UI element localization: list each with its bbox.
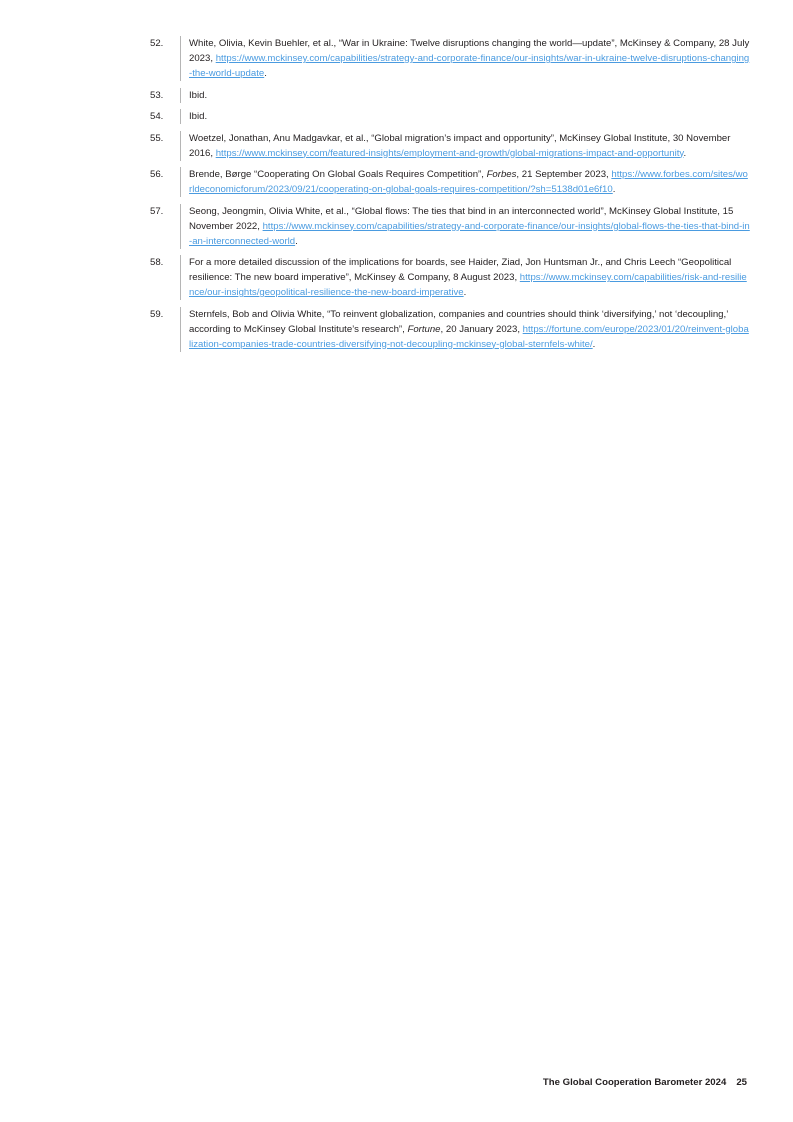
- endnote-citation: White, Olivia, Kevin Buehler, et al., “War in Ukraine: Twelve disruptions changing the world—update”, McKinsey & Company, 28 July 2023,: [189, 38, 750, 64]
- endnote-58: [150, 255, 750, 300]
- endnote-56: [150, 167, 750, 197]
- endnotes-list: [150, 36, 750, 358]
- endnote-number: 57.: [150, 205, 164, 217]
- endnote-divider: [180, 204, 181, 249]
- endnote-punct: .: [612, 184, 616, 195]
- endnote-52: [150, 36, 750, 81]
- endnote-citation: Brende, Børge “Cooperating On Global Goals Requires Competition”,: [189, 169, 487, 180]
- endnote-number: 55.: [150, 132, 164, 144]
- endnote-text: Ibid.: [189, 89, 208, 101]
- endnote-text: [189, 167, 750, 197]
- endnote-text: [189, 131, 750, 161]
- endnote-punct: .: [463, 287, 467, 298]
- endnote-number: 59.: [150, 308, 164, 320]
- endnote-number: 56.: [150, 169, 164, 180]
- endnote-53: [150, 88, 750, 103]
- endnote-link[interactable]: https://www.mckinsey.com/capabilities/risk-and-resilience/our-insights/geopolitical-resilience-the-new-board-imperative: [189, 272, 747, 298]
- endnote-57: [150, 204, 750, 249]
- endnote-text: [189, 36, 750, 81]
- endnote-59: [150, 307, 750, 352]
- endnote-divider: [180, 307, 181, 352]
- endnote-date: , 20 January 2023,: [440, 323, 523, 335]
- endnote-link[interactable]: https://fortune.com/europe/2023/01/20/reinvent-globalization-companies-trade-countries-diversifying-not-decoupling-mckinsey-global-sternfels-white/: [189, 323, 749, 350]
- endnote-text: [189, 255, 750, 300]
- publication-name: Fortune: [407, 323, 441, 335]
- endnote-citation: Woetzel, Jonathan, Anu Madgavkar, et al., “Global migration’s impact and opportunity”, McKinsey Global Institute, 30 November 2016,: [189, 132, 731, 159]
- endnote-punct: .: [683, 147, 687, 159]
- endnote-55: [150, 131, 750, 161]
- endnote-divider: [180, 255, 181, 300]
- endnote-number: 54.: [150, 111, 164, 122]
- endnote-citation: Sternfels, Bob and Olivia White, “To reinvent globalization, companies and countries should think ‘diversifying,’ not ‘decoupling,’ according to McKinsey Global Institute’s research”,: [189, 308, 728, 335]
- endnote-punct: .: [592, 338, 596, 350]
- endnote-divider: [180, 36, 181, 81]
- endnote-number: 53.: [150, 89, 164, 101]
- endnote-link[interactable]: https://www.mckinsey.com/capabilities/strategy-and-corporate-finance/our-insights/war-in-ukraine-twelve-disruptions-changing-the-world-update: [189, 53, 750, 79]
- endnote-link[interactable]: https://www.mckinsey.com/capabilities/strategy-and-corporate-finance/our-insights/global-flows-the-ties-that-bind-in-an-interconnected-world: [189, 220, 750, 247]
- endnote-divider: [180, 167, 181, 197]
- endnote-divider: [180, 88, 181, 103]
- endnote-citation: Seong, Jeongmin, Olivia White, et al., “Global flows: The ties that bind in an interconnected world”, McKinsey Global Institute, 15 November 2022,: [189, 205, 734, 232]
- endnote-text: Ibid.: [189, 111, 208, 122]
- endnote-54: [150, 109, 750, 124]
- endnote-link[interactable]: https://www.mckinsey.com/featured-insights/employment-and-growth/global-migrations-impact-and-opportunity: [215, 147, 684, 159]
- endnote-divider: [180, 131, 181, 161]
- endnote-citation: For a more detailed discussion of the implications for boards, see Haider, Ziad, Jon Huntsman Jr., and Chris Leech “Geopolitical resilience: The new board imperative”, McKinsey & Company, 8 August 2023,: [189, 257, 732, 283]
- report-title: The Global Cooperation Barometer 2024: [542, 1077, 727, 1088]
- page-footer: [543, 1077, 747, 1088]
- endnote-number: 52.: [150, 38, 164, 49]
- endnote-link[interactable]: https://www.forbes.com/sites/worldeconomicforum/2023/09/21/cooperating-on-global-goals-requires-competition/?sh=5138d01e6f10: [189, 169, 748, 195]
- endnote-date: , 21 September 2023,: [516, 169, 612, 180]
- page-number: 25: [736, 1077, 747, 1088]
- endnote-text: [189, 307, 750, 352]
- endnote-text: [189, 204, 750, 249]
- endnote-divider: [180, 109, 181, 124]
- endnote-punct: .: [295, 235, 298, 247]
- publication-name: Forbes: [486, 169, 517, 180]
- endnote-number: 58.: [150, 257, 164, 268]
- endnote-punct: .: [264, 68, 267, 79]
